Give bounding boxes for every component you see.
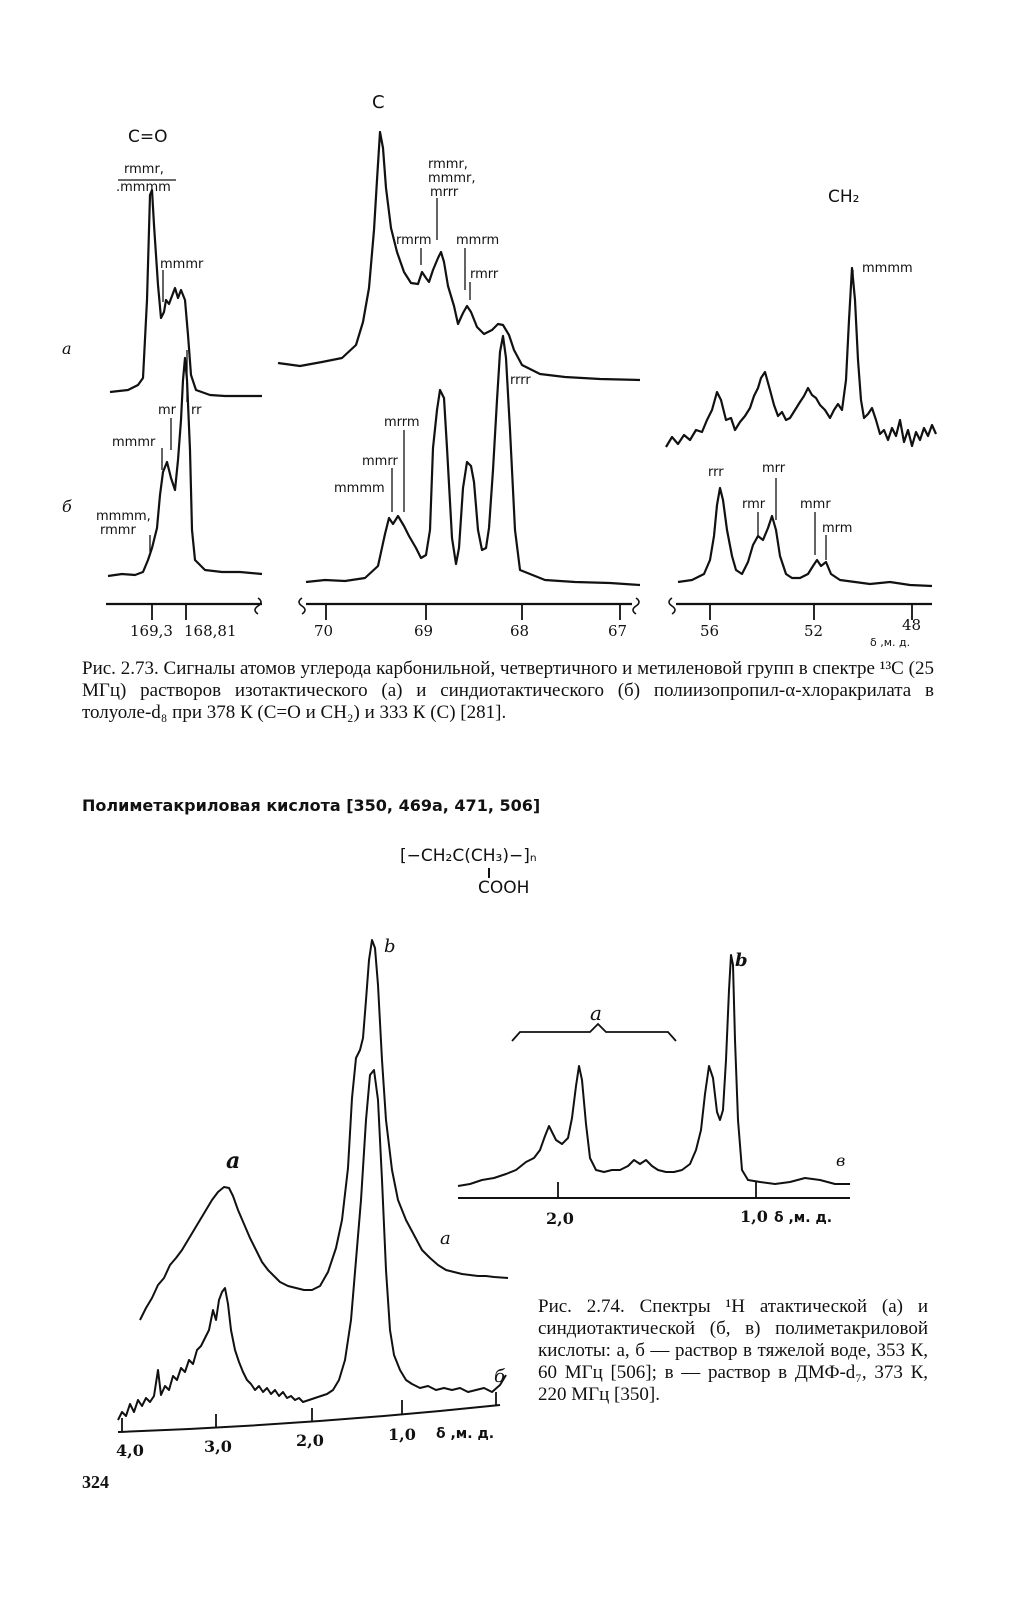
peak-label: rmrm	[396, 233, 432, 248]
peak-label: rmmr	[100, 523, 136, 538]
section-title: Полиметакриловая кислота [350, 469а, 471, 506]	[82, 796, 541, 815]
tick-label: 3,0	[204, 1437, 232, 1456]
tick-label: 2,0	[546, 1209, 574, 1228]
c-group-title: C	[372, 92, 385, 113]
tick-label: 48	[902, 616, 922, 634]
formula-line-2: COOH	[478, 878, 530, 898]
tick-label: 52	[804, 622, 824, 640]
peak-label: mmmm	[862, 261, 913, 276]
peak-label: .mmmm	[116, 180, 171, 195]
peak-label: mmmm,	[96, 509, 151, 524]
peak-label-b: b	[384, 936, 396, 957]
bracket-a-shape	[512, 1024, 676, 1041]
spectrum-trace-a	[140, 940, 508, 1320]
tick-label: 168,81	[184, 622, 237, 640]
tick-label: 68	[510, 622, 530, 640]
peak-label: mmmm	[334, 481, 385, 496]
peak-label: rmrr	[470, 267, 499, 282]
spectrum-trace-v	[458, 955, 850, 1186]
peak-label: mrrm	[384, 415, 420, 430]
tick-label: 70	[314, 622, 334, 640]
peak-label: rrr	[708, 465, 724, 480]
co-group-title: C=O	[128, 127, 168, 147]
peak-label: rmmr,	[124, 162, 164, 177]
peak-label: mmmr	[160, 257, 204, 272]
ch2-group-title: CH₂	[828, 187, 860, 207]
tick-label: 4,0	[116, 1441, 144, 1460]
peak-label: rmmr,	[428, 157, 468, 172]
tick-label: 56	[700, 622, 720, 640]
peak-label: rmr	[742, 497, 766, 512]
peak-label: mmrm	[456, 233, 500, 248]
trace-label-b: б	[494, 1366, 505, 1387]
peak-label: rrrr	[510, 373, 531, 388]
tick-label: 69	[414, 622, 434, 640]
row-label-b: б	[62, 497, 72, 516]
figure-2-74-caption: Рис. 2.74. Спектры ¹H атактической (а) и синдиотактической (б, в) полиметакриловой кислоты: а, б — раствор в тяжелой воде, 353 К, 60 МГц [506]; в — раствор в ДМФ-d₇, 373 К, 220 МГц [350].	[538, 1296, 928, 1405]
peak-label: mmmr	[112, 435, 156, 450]
tick-label: 2,0	[296, 1431, 324, 1450]
figure-2-73-caption: Рис. 2.73. Сигналы атомов углерода карбонильной, четвертичного и метиленовой групп в спектре ¹³C (25 МГц) растворов изотактического (а) и синдиотактического (б) полиизопропил-α-хлоракрилата в толуоле-d₈ при 378 К (C=O и CH₂) и 333 К (C) [281].	[82, 658, 934, 723]
axis-unit: δ ,м. д.	[870, 636, 911, 649]
peak-label: mmrr	[362, 454, 398, 469]
page-number: 324	[82, 1472, 109, 1492]
trace-label-v: в	[836, 1151, 846, 1170]
peak-label: mmr	[800, 497, 831, 512]
tick-label: 169,3	[130, 622, 173, 640]
trace-label-a: а	[440, 1228, 451, 1249]
formula-line-1: [−CH₂C(CH₃)−]ₙ	[400, 846, 537, 866]
peak-label-b-right: b	[735, 950, 748, 971]
peak-label: mmmr,	[428, 171, 476, 186]
tick-label: 67	[608, 622, 628, 640]
peak-label: mrrr	[430, 185, 459, 200]
axis-unit: δ ,м. д.	[436, 1426, 495, 1442]
row-label-a: а	[62, 339, 72, 358]
peak-label: mr	[158, 403, 177, 418]
peak-label: rr	[191, 403, 202, 418]
bracket-label-a: a	[590, 1001, 602, 1025]
peak-label-a: a	[226, 1148, 241, 1174]
axis-unit-right: δ ,м. д.	[774, 1210, 833, 1226]
peak-label: mrm	[822, 521, 853, 536]
tick-label: 1,0	[388, 1425, 416, 1444]
peak-label: mrr	[762, 461, 786, 476]
tick-label: 1,0	[740, 1207, 768, 1226]
